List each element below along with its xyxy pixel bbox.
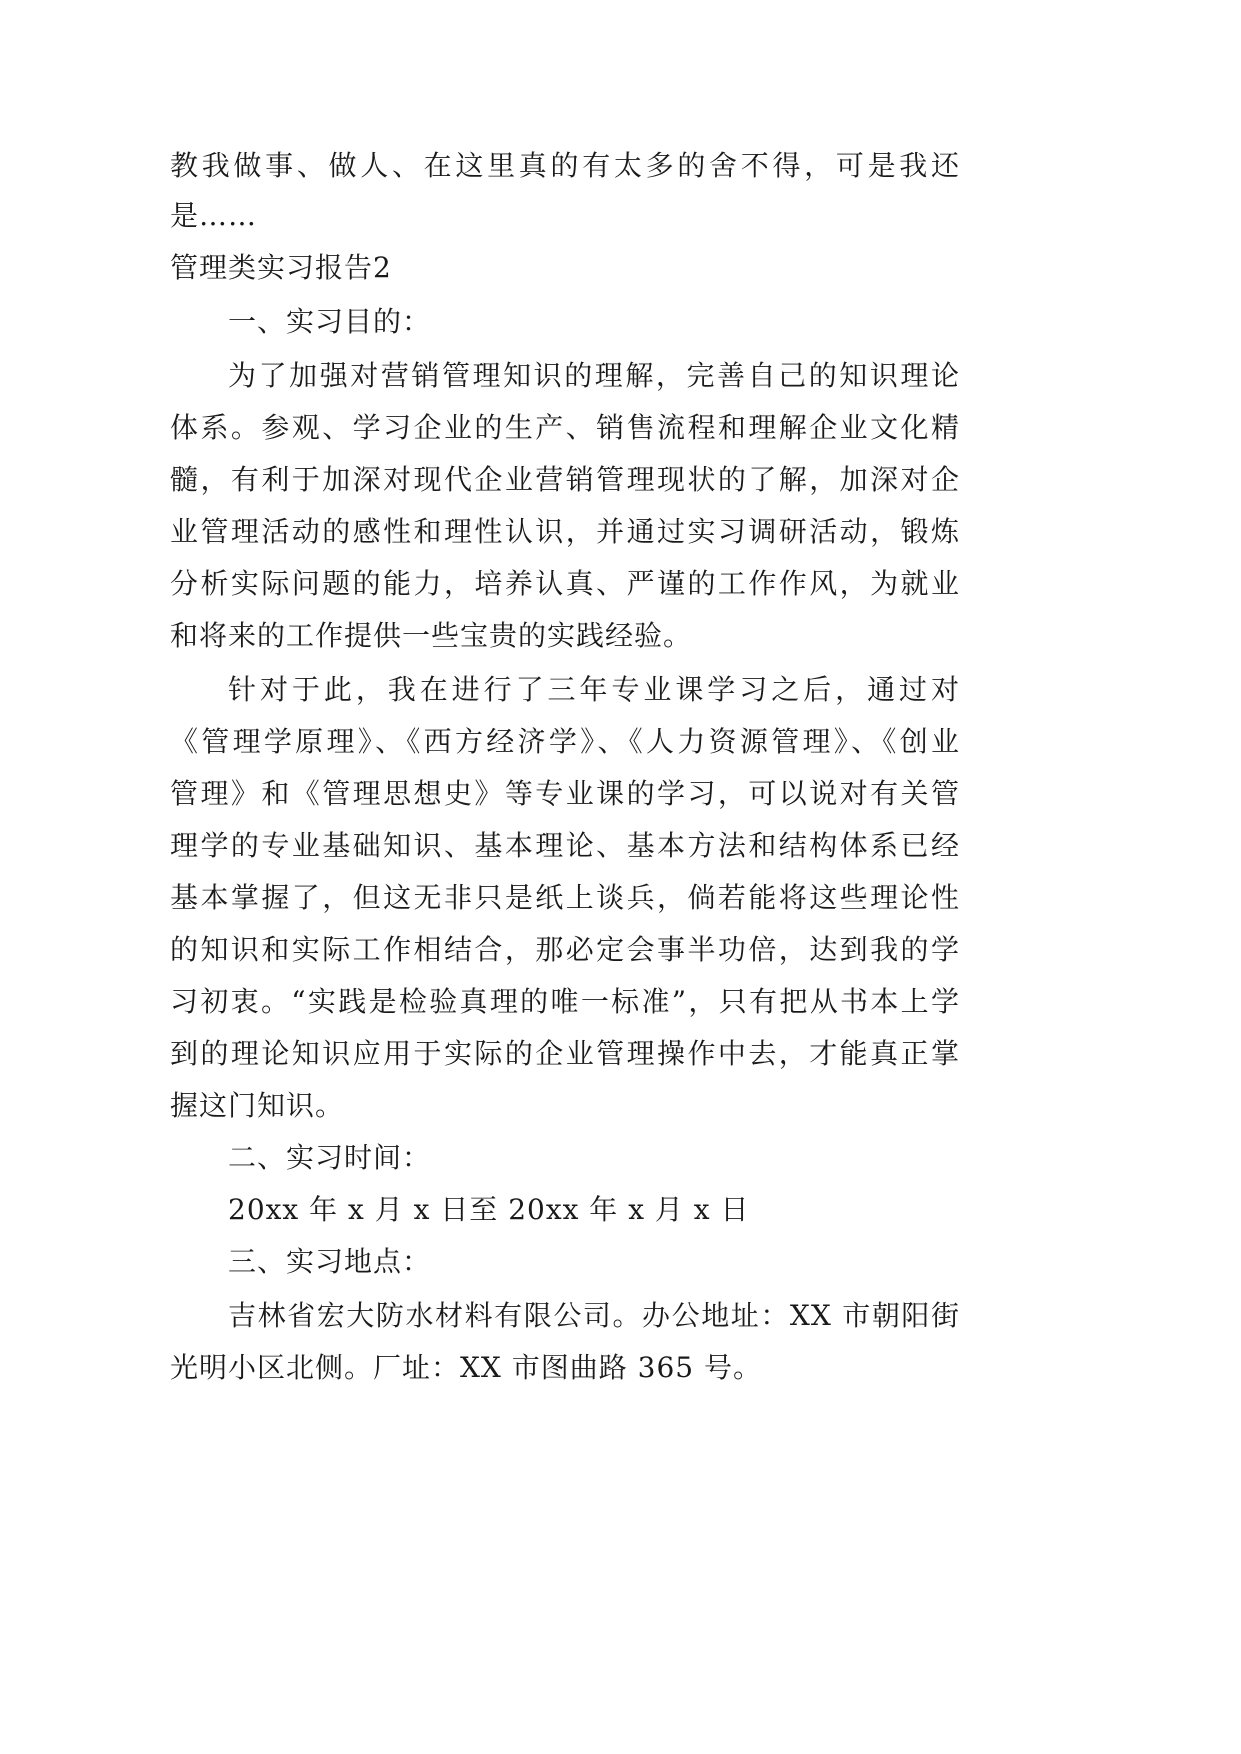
body-text-line: 到的理论知识应用于实际的企业管理操作中去，才能真正掌	[170, 1037, 960, 1070]
body-text-line: 握这门知识。	[170, 1089, 345, 1122]
body-text-line: 理学的专业基础知识、基本理论、基本方法和结构体系已经	[170, 829, 960, 862]
body-text-line: 分析实际问题的能力，培养认真、严谨的工作作风，为就业	[170, 567, 960, 600]
body-text-line: 的知识和实际工作相结合，那必定会事半功倍，达到我的学	[170, 933, 960, 966]
subsection-heading: 二、实习时间：	[228, 1141, 432, 1174]
body-text-line: 光明小区北侧。厂址：XX 市图曲路 365 号。	[170, 1351, 763, 1384]
body-text-line: 和将来的工作提供一些宝贵的实践经验。	[170, 619, 693, 652]
body-text-line: 20xx 年 x 月 x 日至 20xx 年 x 月 x 日	[228, 1193, 750, 1226]
body-text-line: 习初衷。“实践是检验真理的唯一标准”，只有把从书本上学	[170, 985, 960, 1018]
body-text-line: 髓，有利于加深对现代企业营销管理现状的了解，加深对企	[170, 463, 960, 496]
body-text-line: 教我做事、做人、在这里真的有太多的舍不得，可是我还	[170, 149, 960, 182]
body-text-line: 《管理学原理》、《西方经济学》、《人力资源管理》、《创业	[170, 725, 960, 758]
subsection-heading: 三、实习地点：	[228, 1245, 432, 1278]
body-text-line: 体系。参观、学习企业的生产、销售流程和理解企业文化精	[170, 411, 960, 444]
body-text-line: 为了加强对营销管理知识的理解，完善自己的知识理论	[228, 359, 960, 392]
body-text-line: 吉林省宏大防水材料有限公司。办公地址：XX 市朝阳街	[228, 1299, 960, 1332]
body-text-line: 业管理活动的感性和理性认识，并通过实习调研活动，锻炼	[170, 515, 960, 548]
body-text-line: 是……	[170, 199, 258, 232]
body-text-line: 管理》和《管理思想史》等专业课的学习，可以说对有关管	[170, 777, 960, 810]
subsection-heading: 一、实习目的：	[228, 305, 432, 338]
body-text-line: 基本掌握了，但这无非只是纸上谈兵，倘若能将这些理论性	[170, 881, 960, 914]
section-heading: 管理类实习报告2	[170, 251, 392, 284]
body-text-line: 针对于此，我在进行了三年专业课学习之后，通过对	[228, 673, 960, 706]
